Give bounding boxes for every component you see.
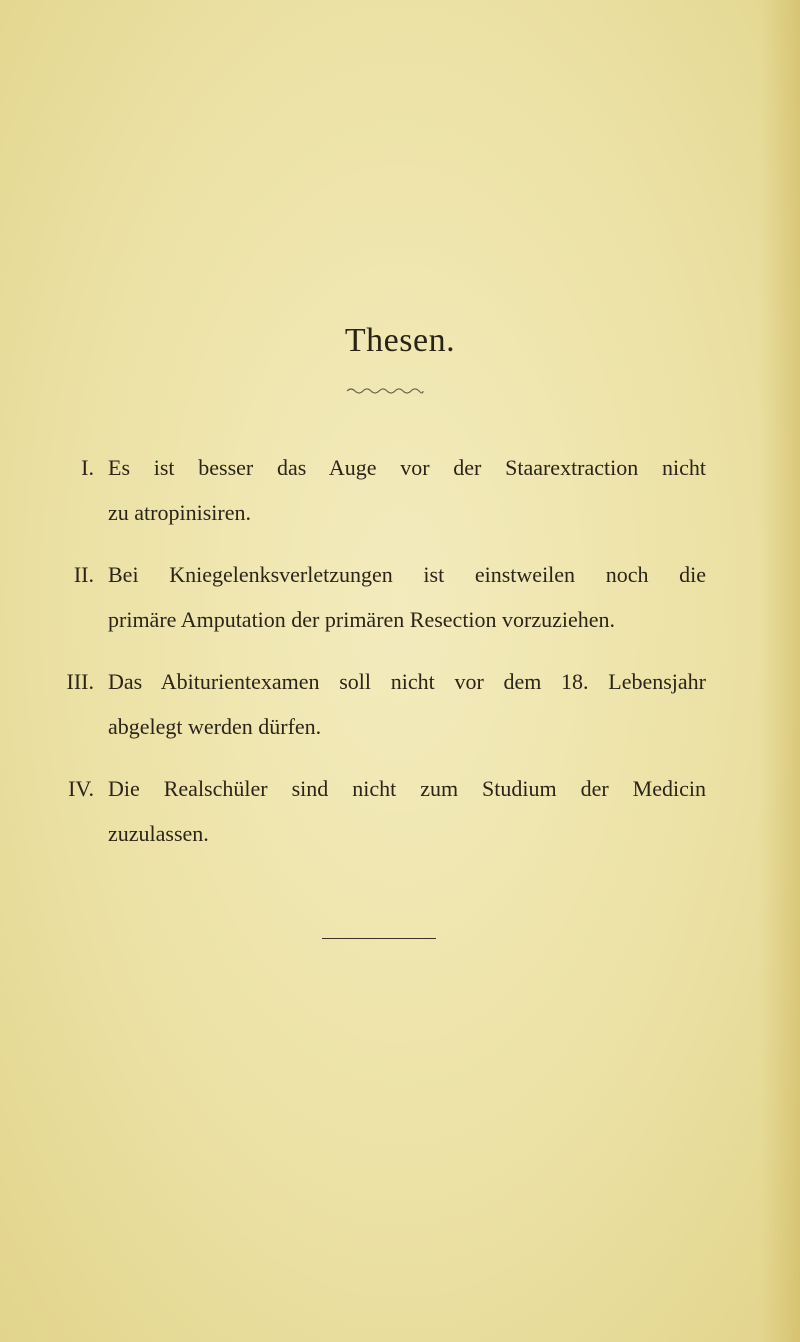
- page-title: Thesen.: [344, 322, 456, 359]
- thesis-item: [0, 766, 800, 873]
- thesis-text-line: Es ist besser das Auge vor der Staarextraction nicht: [108, 455, 706, 480]
- closing-rule: [322, 938, 436, 939]
- thesis-item: [0, 659, 800, 766]
- wavy-ornament: [345, 386, 425, 396]
- thesis-item: [0, 552, 800, 659]
- thesis-text-line: zuzulassen.: [108, 821, 209, 846]
- thesis-text-line: Bei Kniegelenksverletzungen ist einstweilen noch die: [108, 562, 706, 587]
- thesis-item: [0, 445, 800, 552]
- thesis-text-line: Das Abiturientexamen soll nicht vor dem 18. Lebensjahr: [108, 669, 706, 694]
- thesis-numeral: I.: [81, 455, 94, 480]
- thesis-numeral: II.: [73, 562, 94, 587]
- thesis-text-line: Die Realschüler sind nicht zum Studium der Medicin: [108, 776, 706, 801]
- thesis-numeral: III.: [66, 669, 94, 694]
- thesis-text-line: primäre Amputation der primären Resection vorzuziehen.: [108, 607, 616, 632]
- thesis-text-line: abgelegt werden dürfen.: [108, 714, 322, 739]
- theses-list: [0, 445, 800, 873]
- thesis-text-line: zu atropinisiren.: [108, 500, 251, 525]
- thesis-numeral: IV.: [68, 776, 94, 801]
